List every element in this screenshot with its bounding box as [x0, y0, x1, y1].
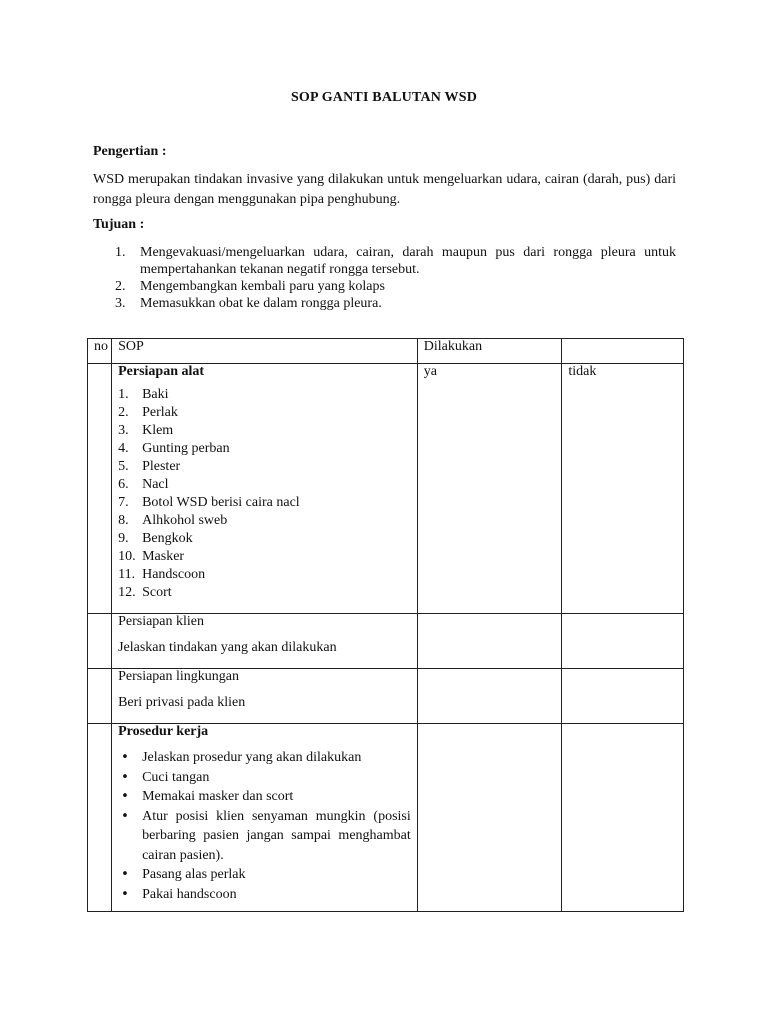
tujuan-heading: Tujuan :: [93, 217, 145, 232]
table-row: [88, 669, 684, 724]
prosedur-kerja-title: Prosedur kerja: [118, 724, 209, 739]
pengertian-heading: Pengertian :: [93, 144, 167, 159]
tujuan-list: [93, 244, 676, 312]
list-item: 2. Perlak: [118, 405, 178, 420]
persiapan-lingkungan-text: Beri privasi pada klien: [118, 695, 246, 710]
ya-label: ya: [417, 364, 562, 614]
list-item: 12. Scort: [118, 585, 172, 600]
list-item: 1. Mengevakuasi/mengeluarkan udara, cairan, darah maupun pus dari rongga pleura untuk mempertahankan tekanan negatif rongga tersebut.: [115, 245, 676, 277]
header-no: no: [88, 339, 112, 364]
pengertian-text: WSD merupakan tindakan invasive yang dilakukan untuk mengeluarkan udara, cairan (darah, pus) dari rongga pleura dengan menggunakan pipa penghubung.: [93, 172, 676, 207]
persiapan-alat-cell: [112, 364, 418, 614]
prosedur-kerja-cell: [112, 724, 418, 912]
header-blank: [562, 339, 684, 364]
list-item: 5. Plester: [118, 459, 181, 474]
steps-list: [118, 748, 411, 904]
list-item: 8. Alhkohol sweb: [118, 513, 228, 528]
list-item: • Memakai masker dan scort: [118, 787, 411, 807]
list-item: 1. Baki: [118, 387, 169, 402]
list-item: 9. Bengkok: [118, 531, 193, 546]
list-item: • Jelaskan prosedur yang akan dilakukan: [118, 748, 411, 768]
list-item: 3. Memasukkan obat ke dalam rongga pleura.: [115, 296, 382, 311]
table-header-row: [88, 339, 684, 364]
persiapan-alat-title: Persiapan alat: [118, 364, 205, 379]
list-item: 11. Handscoon: [118, 567, 206, 582]
list-item: 3. Klem: [118, 423, 174, 438]
list-item: • Pakai handscoon: [118, 885, 411, 905]
list-item: 6. Nacl: [118, 477, 169, 492]
list-item: 10. Masker: [118, 549, 185, 564]
persiapan-klien-cell: [112, 614, 418, 669]
header-sop: SOP: [112, 339, 418, 364]
list-item: 2. Mengembangkan kembali paru yang kolaps: [115, 279, 385, 294]
list-item: • Atur posisi klien senyaman mungkin (posisi berbaring pasien jangan sampai menghambat cairan pasien).: [118, 807, 411, 866]
document-title: SOP GANTI BALUTAN WSD: [290, 90, 478, 105]
sop-table: [87, 338, 684, 912]
tidak-label: tidak: [562, 364, 684, 614]
header-dilakukan: Dilakukan: [417, 339, 562, 364]
persiapan-klien-text: Jelaskan tindakan yang akan dilakukan: [118, 640, 337, 655]
table-row: [88, 614, 684, 669]
persiapan-klien-title: Persiapan klien: [118, 614, 205, 629]
list-item: • Cuci tangan: [118, 768, 411, 788]
table-row: [88, 364, 684, 614]
list-item: 7. Botol WSD berisi caira nacl: [118, 495, 300, 510]
persiapan-lingkungan-cell: [112, 669, 418, 724]
table-row: [88, 724, 684, 912]
persiapan-lingkungan-title: Persiapan lingkungan: [118, 669, 240, 684]
list-item: • Pasang alas perlak: [118, 865, 411, 885]
list-item: 4. Gunting perban: [118, 441, 230, 456]
tools-list: [118, 386, 411, 602]
